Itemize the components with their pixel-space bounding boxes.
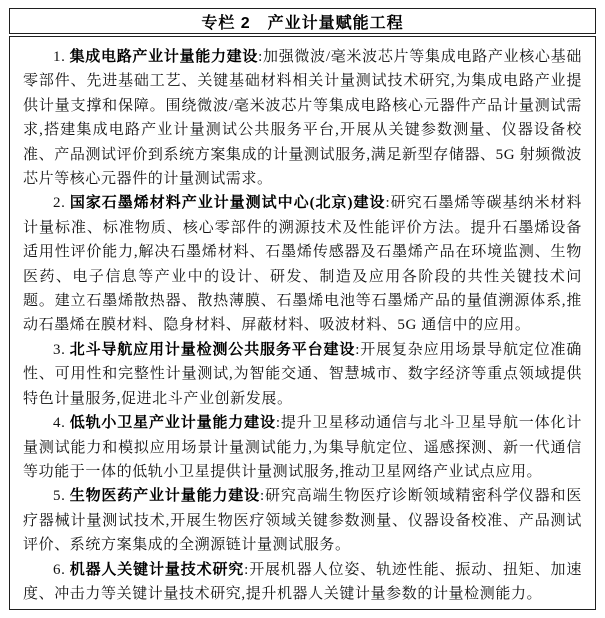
- paragraph-4-text: :提升卫星移动通信与北斗卫星导航一体化计量测试能力和模拟应用场景计量测试能力,为集导航定位、遥感探测、新一代通信等功能于一体的低轨小卫星提供计量测试服务,推动卫星网络产业试点应用。: [23, 415, 582, 480]
- paragraph-6-text: :开展机器人位姿、轨迹性能、振动、扭矩、加速度、冲击力等关键计量技术研究,提升机器人关键计量参数的计量检测能力。: [23, 561, 582, 602]
- paragraph-2-heading: 国家石墨烯材料产业计量测试中心(北京)建设: [69, 195, 386, 212]
- paragraph-5-heading: 生物医药产业计量能力建设: [69, 488, 261, 505]
- paragraph-4-heading: 低轨小卫星产业计量能力建设: [69, 415, 276, 432]
- paragraph-2-text: :研究石墨烯等碳基纳米材料计量标准、标准物质、核心零部件的溯源技术及性能评价方法。提升石墨烯设备适用性评价能力,解决石墨烯材料、石墨烯传感器及石墨烯产品在环境监测、生物医药、电子信息等产业中的设计、研发、制造及应用各阶段的共性关键技术问题。建立石墨烯散热器、散热薄膜、石墨烯电池等石墨烯产品的量值溯源体系,推动石墨烯在膜材料、隐身材料、屏蔽材料、吸波材料、5G 通信中的应用。: [23, 195, 583, 334]
- paragraph-5-text: :研究高端生物医疗诊断领域精密科学仪器和医疗器械计量测试技术,开展生物医疗领域关键参数测量、仪器设备校准、产品测试评价、系统方案集成的全溯源链计量测试服务。: [23, 488, 582, 554]
- paragraph-2-number: 2.: [53, 195, 66, 212]
- paragraph-3-number: 3.: [53, 341, 66, 358]
- paragraph-3: [23, 338, 582, 411]
- paragraph-5-number: 5.: [53, 488, 66, 505]
- panel-title: 专栏 2 产业计量赋能工程: [201, 14, 404, 32]
- paragraph-1-heading: 集成电路产业计量能力建设: [69, 49, 259, 65]
- panel-content: [9, 36, 596, 610]
- paragraph-3-heading: 北斗导航应用计量检测公共服务平台建设: [69, 341, 356, 358]
- panel-title-box: [9, 8, 596, 34]
- paragraph-1-number: 1.: [53, 49, 66, 65]
- paragraph-6-heading: 机器人关键计量技术研究: [69, 561, 245, 578]
- paragraph-3-text: :开展复杂应用场景导航定位准确性、可用性和完整性计量测试,为智能交通、智慧城市、数字经济等重点领域提供特色计量服务,促进北斗产业创新发展。: [23, 341, 582, 407]
- paragraph-4: [23, 411, 582, 484]
- paragraph-6-number: 6.: [53, 561, 66, 578]
- paragraph-5: [23, 484, 582, 557]
- paragraph-4-number: 4.: [53, 415, 66, 432]
- paragraph-1-text: :加强微波/毫米波芯片等集成电路产业核心基础零部件、先进基础工艺、关键基础材料相关计量测试技术研究,为集成电路产业提供计量支撑和保障。围绕微波/毫米波芯片等集成电路核心元器件产品计量测试需求,搭建集成电路产业计量测试公共服务平台,开展从关键参数测量、仪器设备校准、产品测试评价到系统方案集成的计量测试服务,满足新型存储器、5G 射频微波芯片等核心元器件的计量测试需求。: [23, 49, 582, 188]
- paragraph-1: [23, 45, 582, 191]
- paragraph-2: [23, 191, 582, 337]
- paragraph-6: [23, 558, 582, 607]
